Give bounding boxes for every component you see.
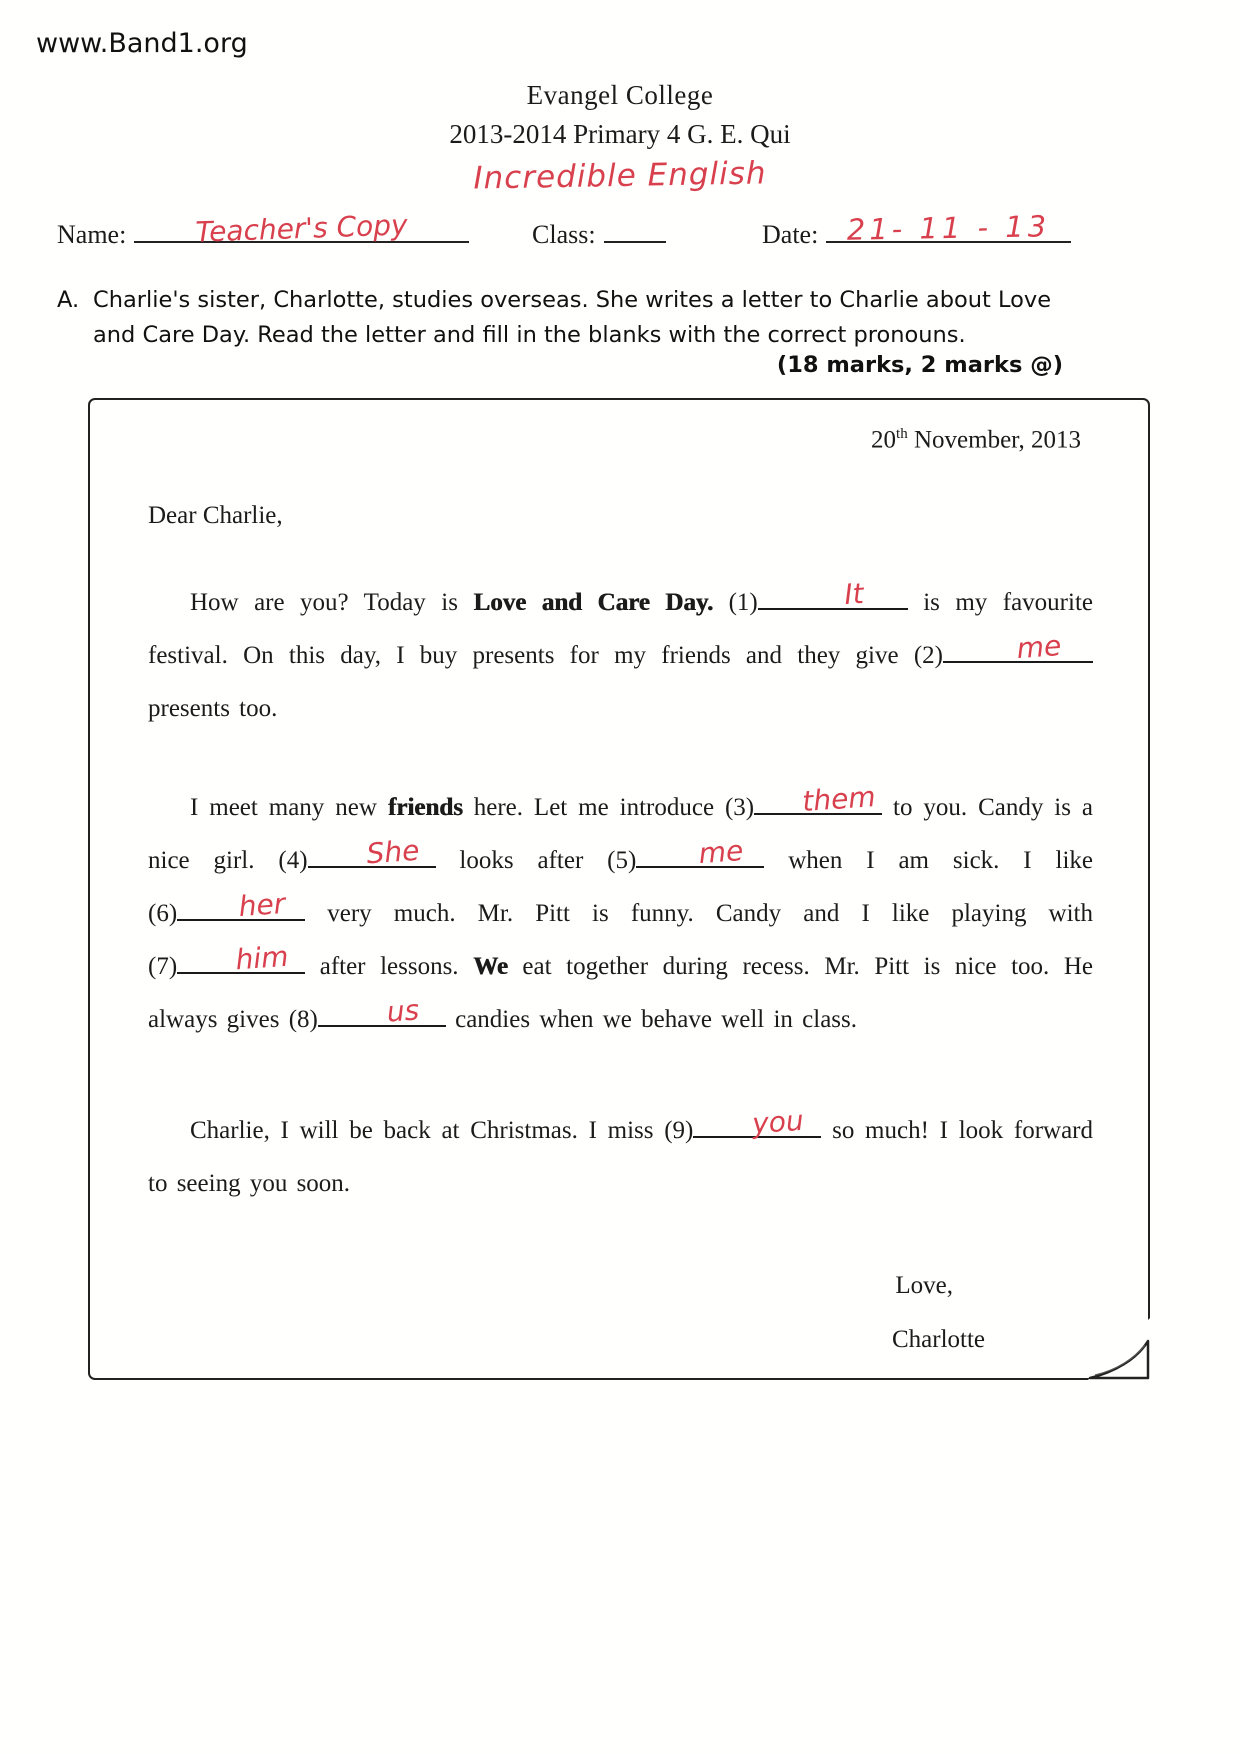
blank-number: (7) [148,953,178,981]
blank-number: (8) [288,1006,318,1034]
handwritten-answer-8: us [385,993,421,1029]
blank-underline [693,1104,821,1141]
letter-text: very much. Mr. Pitt is funny. Candy and I like playing with [305,900,1093,928]
worksheet-header [0,80,1240,197]
blank-number: (3) [724,794,755,822]
letter-text: after lessons. [305,953,474,981]
blank-number: (5) [607,847,637,875]
name-underline [134,208,469,249]
letter-paragraph-1 [148,576,1093,735]
blank-underline [318,993,446,1029]
class-field [532,215,762,250]
fill-in-blank-1 [728,577,908,617]
blank-number: (1) [728,589,758,617]
letter-text: presents too. [148,695,278,723]
letter-date-ordinal: th [896,426,908,442]
blank-underline [177,940,305,977]
blank-number: (4) [278,847,308,875]
fill-in-blank-2 [913,629,1093,670]
handwritten-answer-6: her [237,887,287,924]
handwritten-answer-2: me [1015,629,1063,666]
letter-date-rest: November, 2013 [907,426,1081,454]
letter-closing: Love, [895,1272,953,1300]
section-a-instructions: Charlie's sister, Charlotte, studies overseas. She writes a letter to Charlie about Love and Care Day. Read the letter and fill in the blanks with the correct pronouns. [93,287,1052,348]
date-underline [826,209,1071,247]
letter-signature: Charlotte [891,1326,985,1354]
fill-in-blank-4 [278,834,435,875]
letter-text: looks after [435,847,608,875]
handwritten-answer-9: you [751,1104,806,1141]
name-field [57,208,532,250]
site-watermark: www.Band1.org [36,28,248,59]
marks-note: (18 marks, 2 marks @) [776,352,1063,378]
blank-number: (9) [664,1117,694,1145]
handwritten-answer-1: It [842,577,865,612]
letter-text-emphasis: Love and Care Day. [473,589,714,617]
handwritten-subject: Incredible English [473,155,767,197]
student-info-row [57,208,1180,250]
blank-underline [758,577,908,612]
blank-underline [943,629,1093,666]
letter-date-day: 20 [871,426,897,454]
letter-text [713,589,728,616]
letter-text: to you. Candy is a nice girl. [148,794,1093,875]
class-underline [604,215,666,243]
letter-text: How are you? Today is [190,589,474,617]
fill-in-blank-3 [724,780,882,822]
blank-underline [636,834,764,871]
fill-in-blank-5 [607,834,764,875]
school-name: Evangel College [526,80,714,110]
name-handwritten-answer: Teacher's Copy [195,208,409,249]
letter-text: eat together during recess. Mr. Pitt is nice too. He always gives [148,953,1093,1034]
fill-in-blank-8 [288,993,446,1034]
letter-paragraph-2 [148,781,1093,1046]
handwritten-answer-5: me [697,834,745,871]
class-label: Class: [532,220,596,249]
letter-text: here. Let me introduce [462,794,725,822]
name-label: Name: [57,220,127,249]
date-handwritten-answer: 21- 11 - 13 [846,209,1051,247]
letter-text-emphasis: friends [387,794,463,822]
letter-date [148,426,1081,454]
letter-text: Charlie, I will be back at Christmas. I miss [190,1117,665,1145]
letter-text: candies when we behave well in class. [445,1006,857,1034]
date-field [762,209,1180,250]
course-line: 2013-2014 Primary 4 G. E. Qui [449,119,791,149]
letter-text: is my favourite festival. On this day, I buy presents for my friends and they give [148,589,1093,670]
letter-text: I meet many new [190,794,388,822]
fill-in-blank-7 [148,940,305,981]
blank-underline [754,780,882,819]
date-label: Date: [762,220,819,249]
blank-underline [308,834,436,871]
letter-text: when I am sick. I like [764,847,1093,875]
letter-text-emphasis: We [473,953,508,981]
blank-underline [177,887,305,924]
letter-text: so much! I look forward to seeing you soon. [148,1117,1093,1198]
letter-container [88,398,1150,1380]
page-fold-corner-icon [1077,1307,1151,1381]
handwritten-answer-4: She [364,834,420,871]
handwritten-answer-7: him [234,940,290,977]
blank-number: (6) [148,900,178,928]
blank-number: (2) [913,642,943,670]
fill-in-blank-9 [664,1104,821,1145]
handwritten-answer-3: them [801,780,877,819]
letter-salutation: Dear Charlie, [148,502,283,530]
fill-in-blank-6 [148,887,305,928]
section-a-label: A. [57,287,80,313]
letter-paragraph-3 [148,1104,1093,1210]
section-a-heading [57,283,1067,353]
